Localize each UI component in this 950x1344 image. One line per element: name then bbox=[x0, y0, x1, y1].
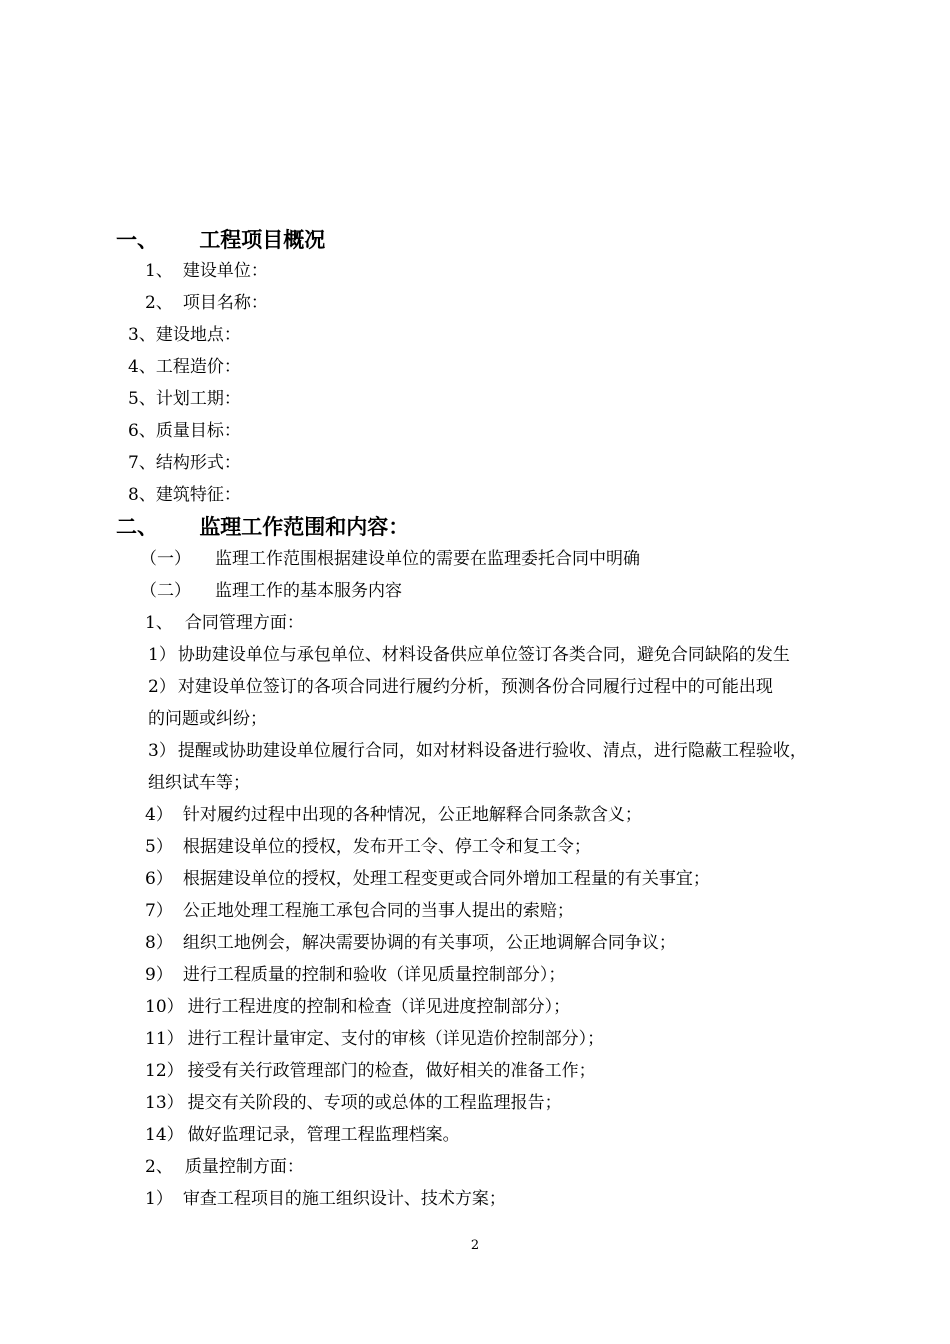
list-item: 5、计划工期： bbox=[128, 389, 241, 409]
list-item: 5） 根据建设单位的授权，发布开工令、停工令和复工令； bbox=[145, 837, 591, 857]
list-item: 1） 审查工程项目的施工组织设计、技术方案； bbox=[145, 1189, 506, 1209]
list-item: 3） 提醒或协助建设单位履行合同，如对材料设备进行验收、清点，进行隐蔽工程验收， bbox=[148, 741, 807, 761]
section2-heading bbox=[116, 515, 409, 539]
contract-heading: 1、 合同管理方面： bbox=[145, 613, 304, 633]
subsection-2: （二） 监理工作的基本服务内容 bbox=[140, 581, 402, 601]
list-item: 6） 根据建设单位的授权，处理工程变更或合同外增加工程量的有关事宜； bbox=[145, 869, 710, 889]
section1-title: 工程项目概况 bbox=[199, 228, 326, 252]
page-number: 2 bbox=[470, 1238, 480, 1253]
list-item: 1、 建设单位： bbox=[145, 261, 268, 281]
list-item: 7） 公正地处理工程施工承包合同的当事人提出的索赔； bbox=[145, 901, 574, 921]
list-item: 11） 进行工程计量审定、支付的审核（详见造价控制部分）； bbox=[145, 1029, 605, 1049]
list-item: 7、结构形式： bbox=[128, 453, 241, 473]
subsection-1: （一） 监理工作范围根据建设单位的需要在监理委托合同中明确 bbox=[140, 549, 640, 569]
quality-heading: 2、 质量控制方面： bbox=[145, 1157, 304, 1177]
list-item: 3、建设地点： bbox=[128, 325, 241, 345]
list-item: 8） 组织工地例会，解决需要协调的有关事项，公正地调解合同争议； bbox=[145, 933, 676, 953]
list-item: 13） 提交有关阶段的、专项的或总体的工程监理报告； bbox=[145, 1093, 562, 1113]
list-item-continuation: 的问题或纠纷； bbox=[148, 709, 267, 729]
list-item: 8、建筑特征： bbox=[128, 485, 241, 505]
list-item: 4、工程造价： bbox=[128, 357, 241, 377]
list-item: 4） 针对履约过程中出现的各种情况，公正地解释合同条款含义； bbox=[145, 805, 642, 825]
section2-number: 二、 bbox=[116, 515, 158, 539]
list-item: 6、质量目标： bbox=[128, 421, 241, 441]
list-item-continuation: 组织试车等； bbox=[148, 773, 250, 793]
section1-number: 一、 bbox=[116, 228, 158, 252]
list-item: 12） 接受有关行政管理部门的检查，做好相关的准备工作； bbox=[145, 1061, 596, 1081]
section1-heading bbox=[116, 228, 325, 252]
list-item: 14） 做好监理记录，管理工程监理档案。 bbox=[145, 1125, 460, 1145]
list-item: 1） 协助建设单位与承包单位、材料设备供应单位签订各类合同，避免合同缺陷的发生 bbox=[148, 645, 790, 665]
list-item: 2） 对建设单位签订的各项合同进行履约分析，预测各份合同履行过程中的可能出现 bbox=[148, 677, 773, 697]
list-item: 10） 进行工程进度的控制和检查（详见进度控制部分）； bbox=[145, 997, 571, 1017]
list-item: 9） 进行工程质量的控制和验收（详见质量控制部分）； bbox=[145, 965, 566, 985]
section2-title: 监理工作范围和内容： bbox=[199, 515, 410, 539]
list-item: 2、 项目名称： bbox=[145, 293, 268, 313]
